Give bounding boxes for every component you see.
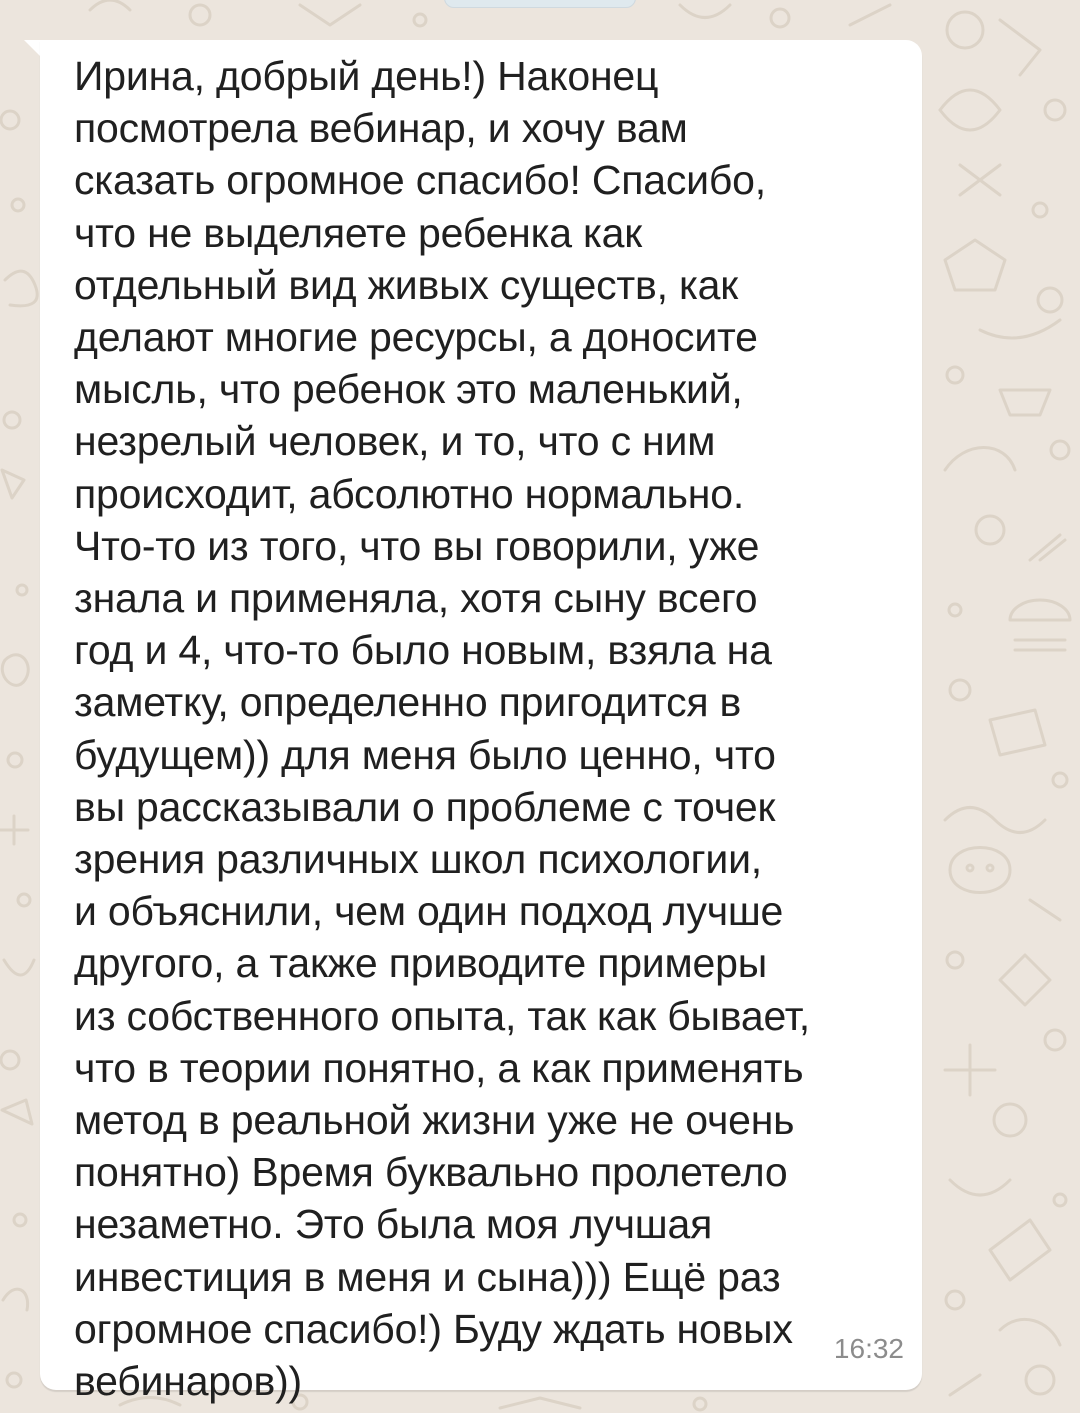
date-pill — [444, 0, 636, 8]
message-timestamp: 16:32 — [833, 1333, 904, 1364]
message-text: Ирина, добрый день!) Наконец посмотрела вебинар, и хочу вам сказать огромное спасибо! Спасибо, что не выделяете ребенка как отдельный вид живых существ, как делают многие ресурсы, а доносите мысль, что ребенок это маленький, незрелый человек, и то, что с ним происходит, абсолютно нормально. Что-то из того, что вы говорили, уже знала и применяла, хотя сыну всего год и 4, что-то было новым, взяла на заметку, определенно пригодится в будущем)) для меня было ценно, что вы рассказывали о проблеме с точек зрения различных школ психологии, и объяснили, чем один подход лучше другого, а также приводите примеры из собственного опыта, так как бывает, что в теории понятно, а как применять метод в реальной жизни уже не очень понятно) Время буквально пролетело незаметно. Это была моя лучшая инвестиция в меня и сына))) Ещё раз огромное спасибо!) Буду ждать новых вебинаров)) — [74, 53, 810, 1405]
